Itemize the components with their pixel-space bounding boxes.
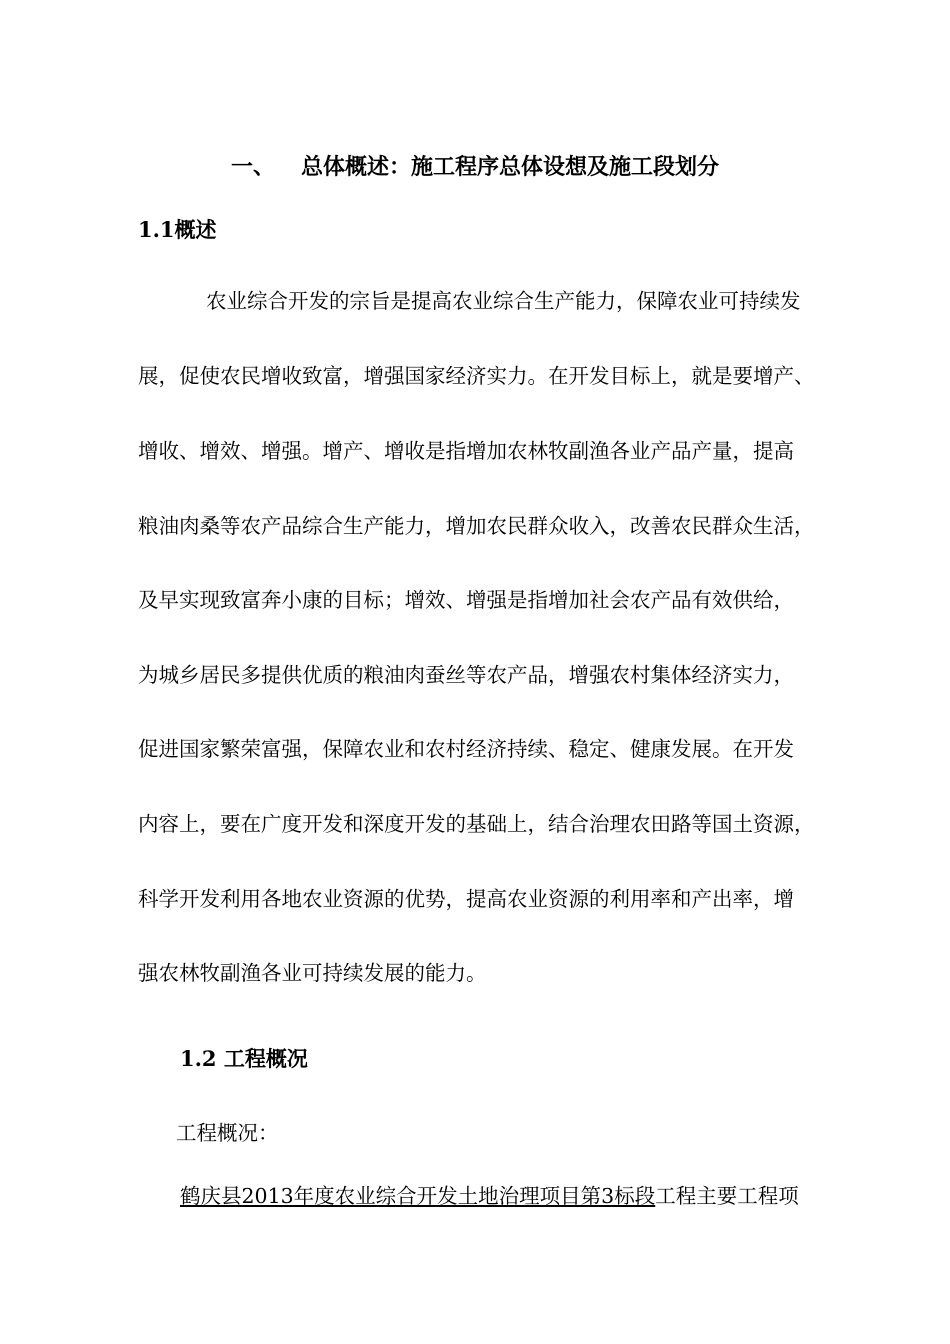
project-description-rest: 工程主要工程项 — [655, 1184, 799, 1208]
project-overview-label: 工程概况： — [176, 1121, 279, 1145]
paragraph-line-1: 农业综合开发的宗旨是提高农业综合生产能力，保障农业可持续发 — [206, 289, 801, 313]
paragraph-line-4: 粮油肉桑等农产品综合生产能力，增加农民群众收入，改善农民群众生活， — [138, 514, 815, 538]
project-name-link-text: 鹤庆县2013年度农业综合开发土地治理项目第3标段 — [180, 1184, 656, 1208]
paragraph-line-5: 及早实现致富奔小康的目标；增效、增强是指增加社会农产品有效供给， — [138, 588, 794, 612]
title-text: 总体概述：施工程序总体设想及施工段划分 — [301, 154, 720, 180]
paragraph-line-10: 强农林牧副渔各业可持续发展的能力。 — [138, 961, 487, 985]
paragraph-line-9: 科学开发利用各地农业资源的优势，提高农业资源的利用率和产出率，增 — [138, 887, 794, 911]
section-1-1-heading: 1.1概述 — [138, 217, 217, 242]
section-1-2-heading: 1.2 工程概况 — [180, 1046, 308, 1071]
paragraph-line-3: 增收、增效、增强。增产、增收是指增加农林牧副渔各业产品产量，提高 — [138, 439, 794, 463]
paragraph-line-2: 展，促使农民增收致富，增强国家经济实力。在开发目标上，就是要增产、 — [138, 364, 815, 388]
title-number: 一、 — [230, 154, 275, 180]
paragraph-line-6: 为城乡居民多提供优质的粮油肉蚕丝等农产品，增强农村集体经济实力， — [138, 663, 794, 687]
page-title — [0, 150, 950, 181]
project-description-line — [180, 1181, 799, 1211]
paragraph-line-7: 促进国家繁荣富强，保障农业和农村经济持续、稳定、健康发展。在开发 — [138, 737, 794, 761]
paragraph-line-8: 内容上，要在广度开发和深度开发的基础上，结合治理农田路等国土资源， — [138, 812, 815, 836]
